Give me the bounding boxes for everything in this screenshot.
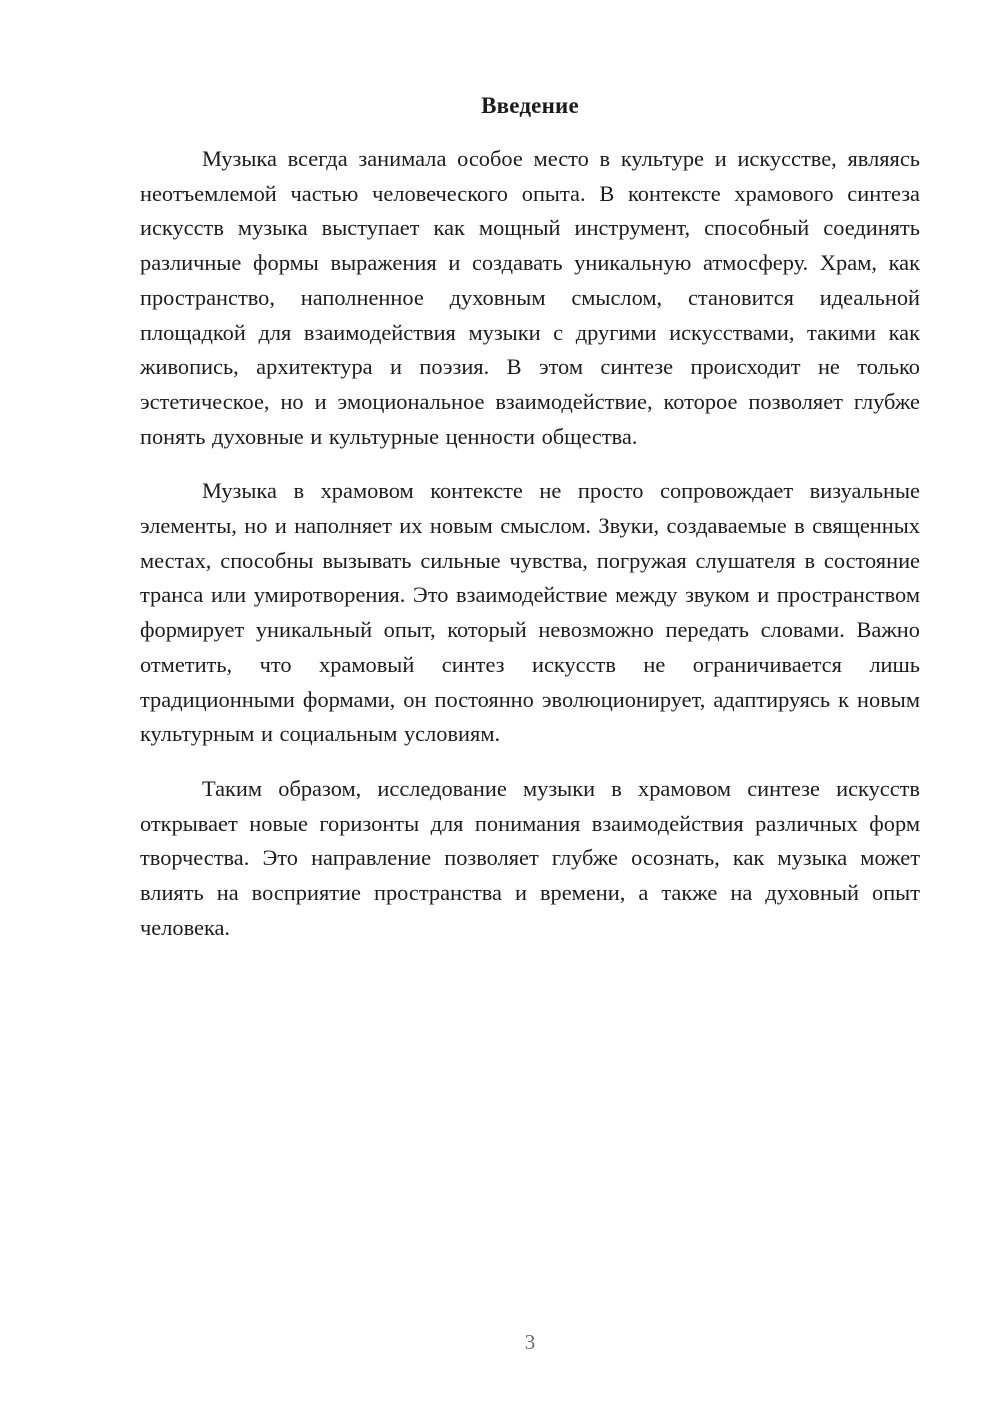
paragraph-1: Музыка всегда занимала особое место в культуре и искусстве, являясь неотъемлемой частью человеческого опыта. В контексте храмового синтеза искусств музыка выступает как мощный инструмент, способный соединять различные формы выражения и создавать уникальную атмосферу. Храм, как пространство, наполненное духовным смыслом, становится идеальной площадкой для взаимодействия музыки с другими искусствами, такими как живопись, архитектура и поэзия. В этом синтезе происходит не только эстетическое, но и эмоциональное взаимодействие, которое позволяет глубже понять духовные и культурные ценности общества.: [140, 146, 920, 449]
paragraph-3: Таким образом, исследование музыки в храмовом синтезе искусств открывает новые горизонты для понимания взаимодействия различных форм творчества. Это направление позволяет глубже осознать, как музыка может влиять на восприятие пространства и времени, а также на духовный опыт человека.: [140, 775, 920, 940]
page-title: Введение: [481, 93, 579, 118]
page-content: [140, 88, 920, 965]
paragraph-2: Музыка в храмовом контексте не просто сопровождает визуальные элементы, но и наполняет их новым смыслом. Звуки, создаваемые в священных местах, способны вызывать сильные чувства, погружая слушателя в состояние транса или умиротворения. Это взаимодействие между звуком и пространством формирует уникальный опыт, который невозможно передать словами. Важно отметить, что храмовый синтез искусств не ограничивается лишь традиционными формами, он постоянно эволюционирует, адаптируясь к новым культурным и социальным условиям.: [140, 478, 920, 747]
page-number: 3: [524, 1330, 536, 1354]
